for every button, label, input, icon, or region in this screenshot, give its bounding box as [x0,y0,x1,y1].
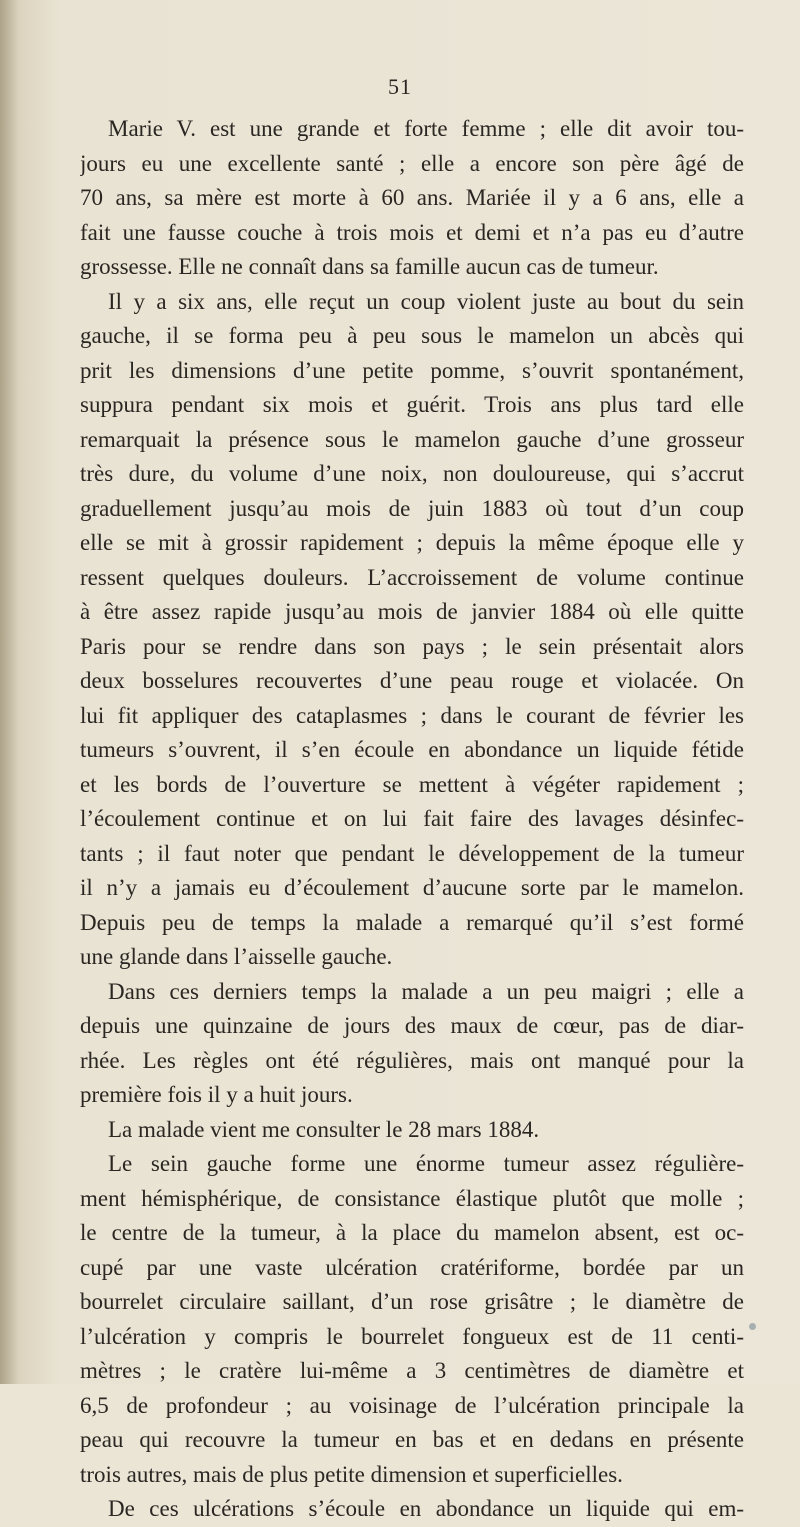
text-line: ressent quelques douleurs. L’accroissement de volume continue [80,564,744,590]
text-line: une glande dans l’aisselle gauche. [80,944,393,969]
text-line: graduellement jusqu’au mois de juin 1883 où tout d’un coup [80,495,744,521]
text-line: l’ulcération y compris le bourrelet fongueux est de 11 centi- [80,1323,744,1349]
text-line: La malade vient me consulter le 28 mars 1884. [108,1116,540,1142]
text-line: peau qui recouvre la tumeur en bas et en dedans en présente [80,1427,744,1452]
text-line: suppura pendant six mois et guérit. Trois ans plus tard elle [80,392,744,417]
text-line: Paris pour se rendre dans son pays ; le sein présentait alors [80,633,744,659]
text-line: Il y a six ans, elle reçut un coup violent juste au bout du sein [108,288,744,314]
text-line: deux bosselures recouvertes d’une peau rouge et violacée. On [80,668,744,693]
text-line: trois autres, mais de plus petite dimension et superficielles. [80,1461,623,1487]
text-line: l’écoulement continue et on lui fait faire des lavages désinfec- [80,806,744,831]
ink-speck [749,1323,756,1330]
text-line: Dans ces derniers temps la malade a un peu maigri ; elle a [108,978,744,1004]
page-number: 51 [388,74,412,99]
text-line: bourrelet circulaire saillant, d’un rose grisâtre ; le diamètre de [80,1289,744,1314]
text-line: jours eu une excellente santé ; elle a encore son père âgé de [80,150,744,176]
text-line: le centre de la tumeur, à la place du mamelon absent, est oc- [80,1220,744,1245]
text-line: rhée. Les règles ont été régulières, mais ont manqué pour la [80,1047,744,1073]
text-line: et les bords de l’ouverture se mettent à végéter rapidement ; [80,771,744,797]
text-line: première fois il y a huit jours. [80,1082,353,1107]
text-line: Le sein gauche forme une énorme tumeur assez régulière- [108,1151,744,1176]
text-line: De ces ulcérations s’écoule en abondance un liquide qui em- [108,1496,744,1521]
text-line: gauche, il se forma peu à peu sous le mamelon un abcès qui [80,323,744,348]
text-line: cupé par une vaste ulcération cratériforme, bordée par un [80,1254,744,1280]
text-line: 6,5 de profondeur ; au voisinage de l’ulcération principale la [80,1392,744,1418]
text-line: Depuis peu de temps la malade a remarqué qu’il s’est formé [80,909,744,935]
text-line: 70 ans, sa mère est morte à 60 ans. Mariée il y a 6 ans, elle a [80,185,744,210]
text-line: remarquait la présence sous le mamelon gauche d’une grosseur [80,426,744,452]
text-line: Marie V. est une grande et forte femme ; elle dit avoir tou- [108,116,744,141]
text-line: il n’y a jamais eu d’écoulement d’aucune sorte par le mamelon. [80,875,744,900]
text-line: tumeurs s’ouvrent, il s’en écoule en abondance un liquide fétide [80,737,744,762]
binding-shadow [0,0,18,1384]
text-line: très dure, du volume d’une noix, non douloureuse, qui s’accrut [80,461,744,486]
text-line: tants ; il faut noter que pendant le développement de la tumeur [80,840,744,866]
text-line: lui fit appliquer des cataplasmes ; dans le courant de février les [80,702,744,728]
text-line: fait une fausse couche à trois mois et demi et n’a pas eu d’autre [80,219,744,245]
text-line: depuis une quinzaine de jours des maux de cœur, pas de diar- [80,1013,744,1038]
text-line: ment hémisphérique, de consistance élastique plutôt que molle ; [80,1185,744,1211]
text-line: elle se mit à grossir rapidement ; depuis la même époque elle y [80,530,744,555]
text-line: mètres ; le cratère lui-même a 3 centimètres de diamètre et [80,1358,744,1383]
text-line: prit les dimensions d’une petite pomme, s’ouvrit spontanément, [80,357,744,383]
body-text [80,112,744,1527]
text-line: à être assez rapide jusqu’au mois de janvier 1884 où elle quitte [80,599,744,624]
text-line: grossesse. Elle ne connaît dans sa famille aucun cas de tumeur. [80,254,659,279]
